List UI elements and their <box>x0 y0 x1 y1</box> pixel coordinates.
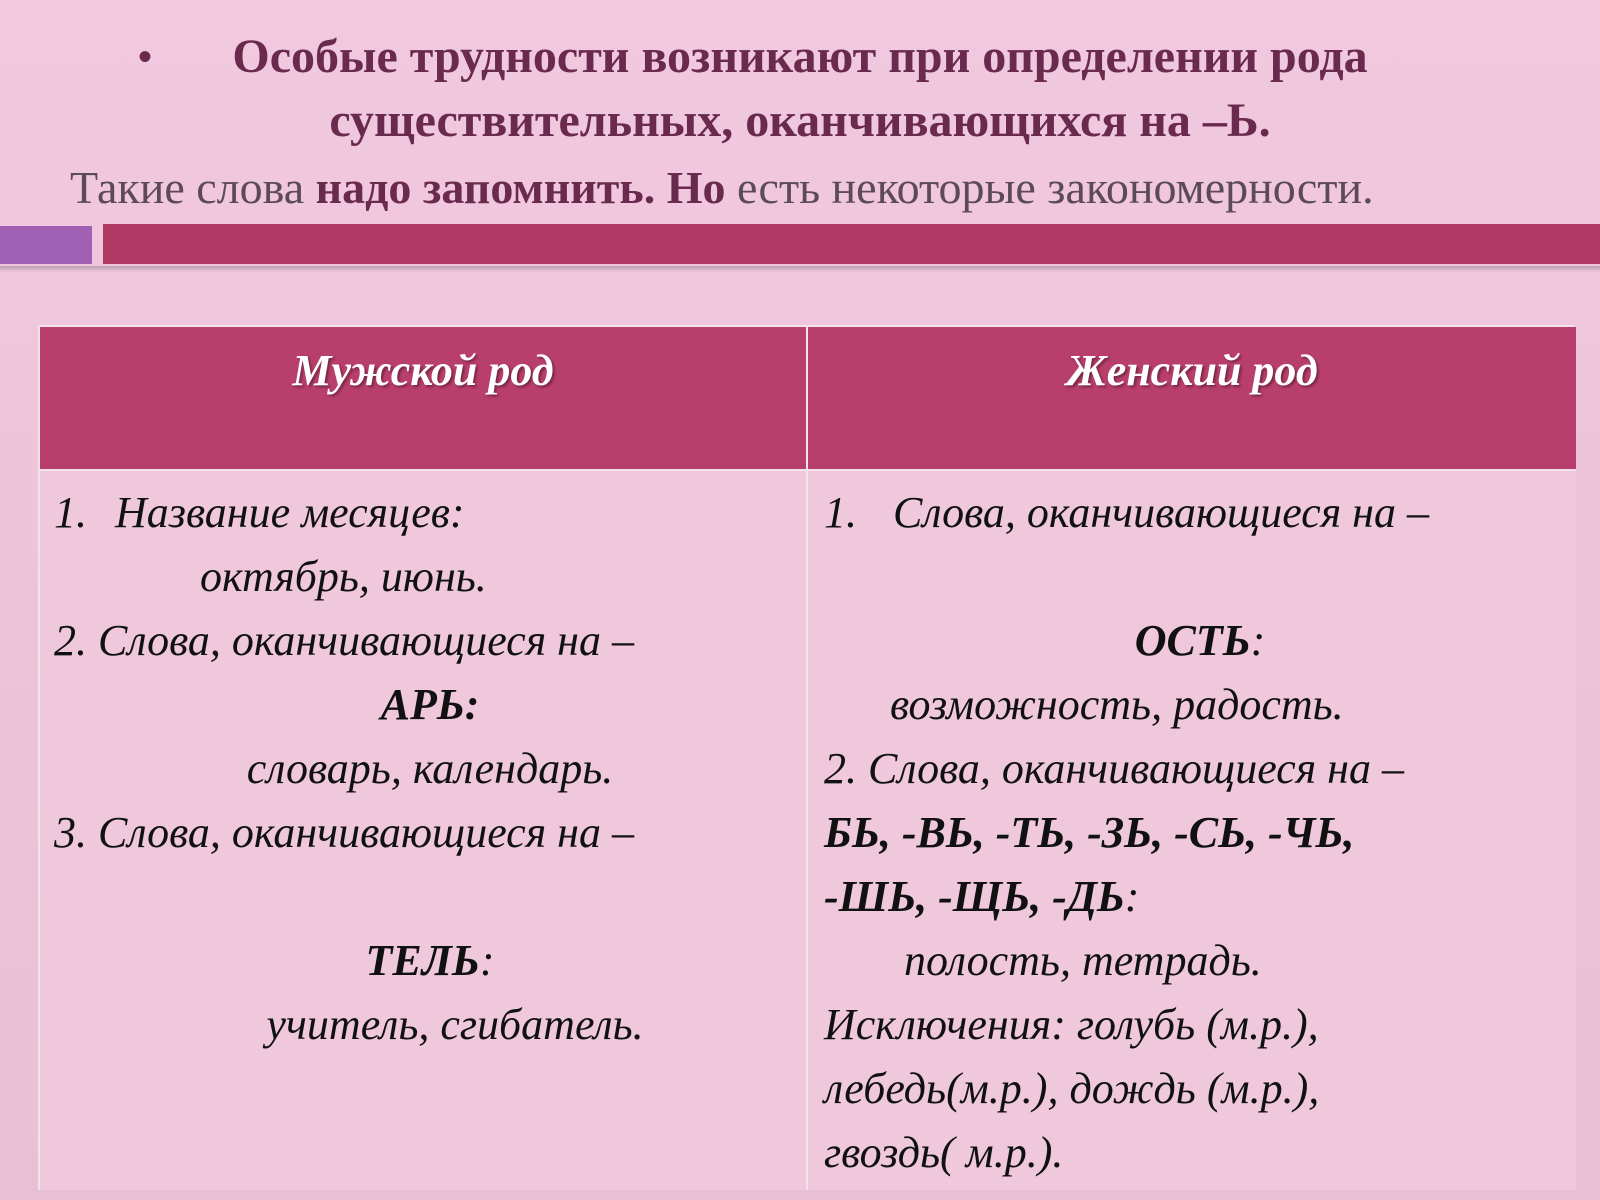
slide-title <box>0 25 1600 153</box>
subtitle-emphasis: надо запомнить. Но <box>315 162 726 213</box>
fem-rule-1-colon: : <box>1250 616 1266 665</box>
title-line-1 <box>0 25 1600 89</box>
masc-rule-1-examples: октябрь, июнь. <box>200 552 487 601</box>
accent-bar <box>103 224 1600 264</box>
masc-rule-3-suffix-line <box>54 929 806 993</box>
fem-rule-1 <box>824 481 1576 545</box>
fem-rule-2-examples: полость, тетрадь. <box>904 936 1262 985</box>
masc-rule-2-examples: словарь, календарь. <box>246 744 614 793</box>
masc-rule-1-text: Название месяцев: <box>115 488 465 537</box>
subtitle-part-1: Такие слова <box>70 162 316 213</box>
title-line-2: существительных, оканчивающихся на –Ь. <box>329 94 1271 147</box>
bullet-icon: • <box>138 34 153 79</box>
masc-rule-3-suffix: ТЕЛЬ <box>365 936 480 985</box>
masc-rule-2-suffix: АРЬ: <box>380 680 480 729</box>
masculine-cell <box>40 469 808 1190</box>
masc-rule-2: 2. Слова, оканчивающиеся на – <box>54 616 634 665</box>
masc-spacer <box>54 865 806 929</box>
fem-rule-2-suffixes-b: -ШЬ, -ЩЬ, -ДЬ <box>824 872 1125 921</box>
fem-spacer <box>824 545 1576 609</box>
subtitle <box>70 160 1600 216</box>
fem-rule-1-examples: возможность, радость. <box>890 680 1344 729</box>
fem-rule-1-text: Слова, оканчивающиеся на – <box>893 488 1429 537</box>
feminine-cell <box>808 469 1576 1190</box>
fem-exceptions-3: гвоздь( м.р.). <box>824 1128 1064 1177</box>
accent-square <box>0 226 92 264</box>
subtitle-part-2: есть некоторые закономерности. <box>725 162 1374 213</box>
fem-rule-1-number: 1. <box>824 488 857 537</box>
feminine-header: Женский род <box>808 327 1576 469</box>
masc-rule-3-colon: : <box>479 936 495 985</box>
fem-rule-2-colon: : <box>1124 872 1140 921</box>
masculine-header: Мужской род <box>40 327 808 469</box>
fem-rule-2-suffixes-a: БЬ, -ВЬ, -ТЬ, -ЗЬ, -СЬ, -ЧЬ, <box>824 808 1355 857</box>
masc-rule-1-number: 1. <box>54 488 87 537</box>
fem-rule-1-suffix: ОСТЬ <box>1134 616 1251 665</box>
masc-rule-3-examples: учитель, сгибатель. <box>266 1000 644 1049</box>
masc-rule-3: 3. Слова, оканчивающиеся на – <box>54 808 634 857</box>
fem-exceptions-1: Исключения: голубь (м.р.), <box>824 1000 1319 1049</box>
fem-rule-1-suffix-line <box>824 609 1576 673</box>
title-text-1: Особые трудности возникают при определении рода <box>232 30 1368 83</box>
fem-rule-2: 2. Слова, оканчивающиеся на – <box>824 744 1404 793</box>
accent-shadow <box>0 266 1600 272</box>
fem-exceptions-2: лебедь(м.р.), дождь (м.р.), <box>824 1064 1320 1113</box>
gender-table <box>38 325 1574 1190</box>
masc-rule-1 <box>54 481 806 545</box>
fem-rule-2-suffixes-b-line <box>824 865 1576 929</box>
